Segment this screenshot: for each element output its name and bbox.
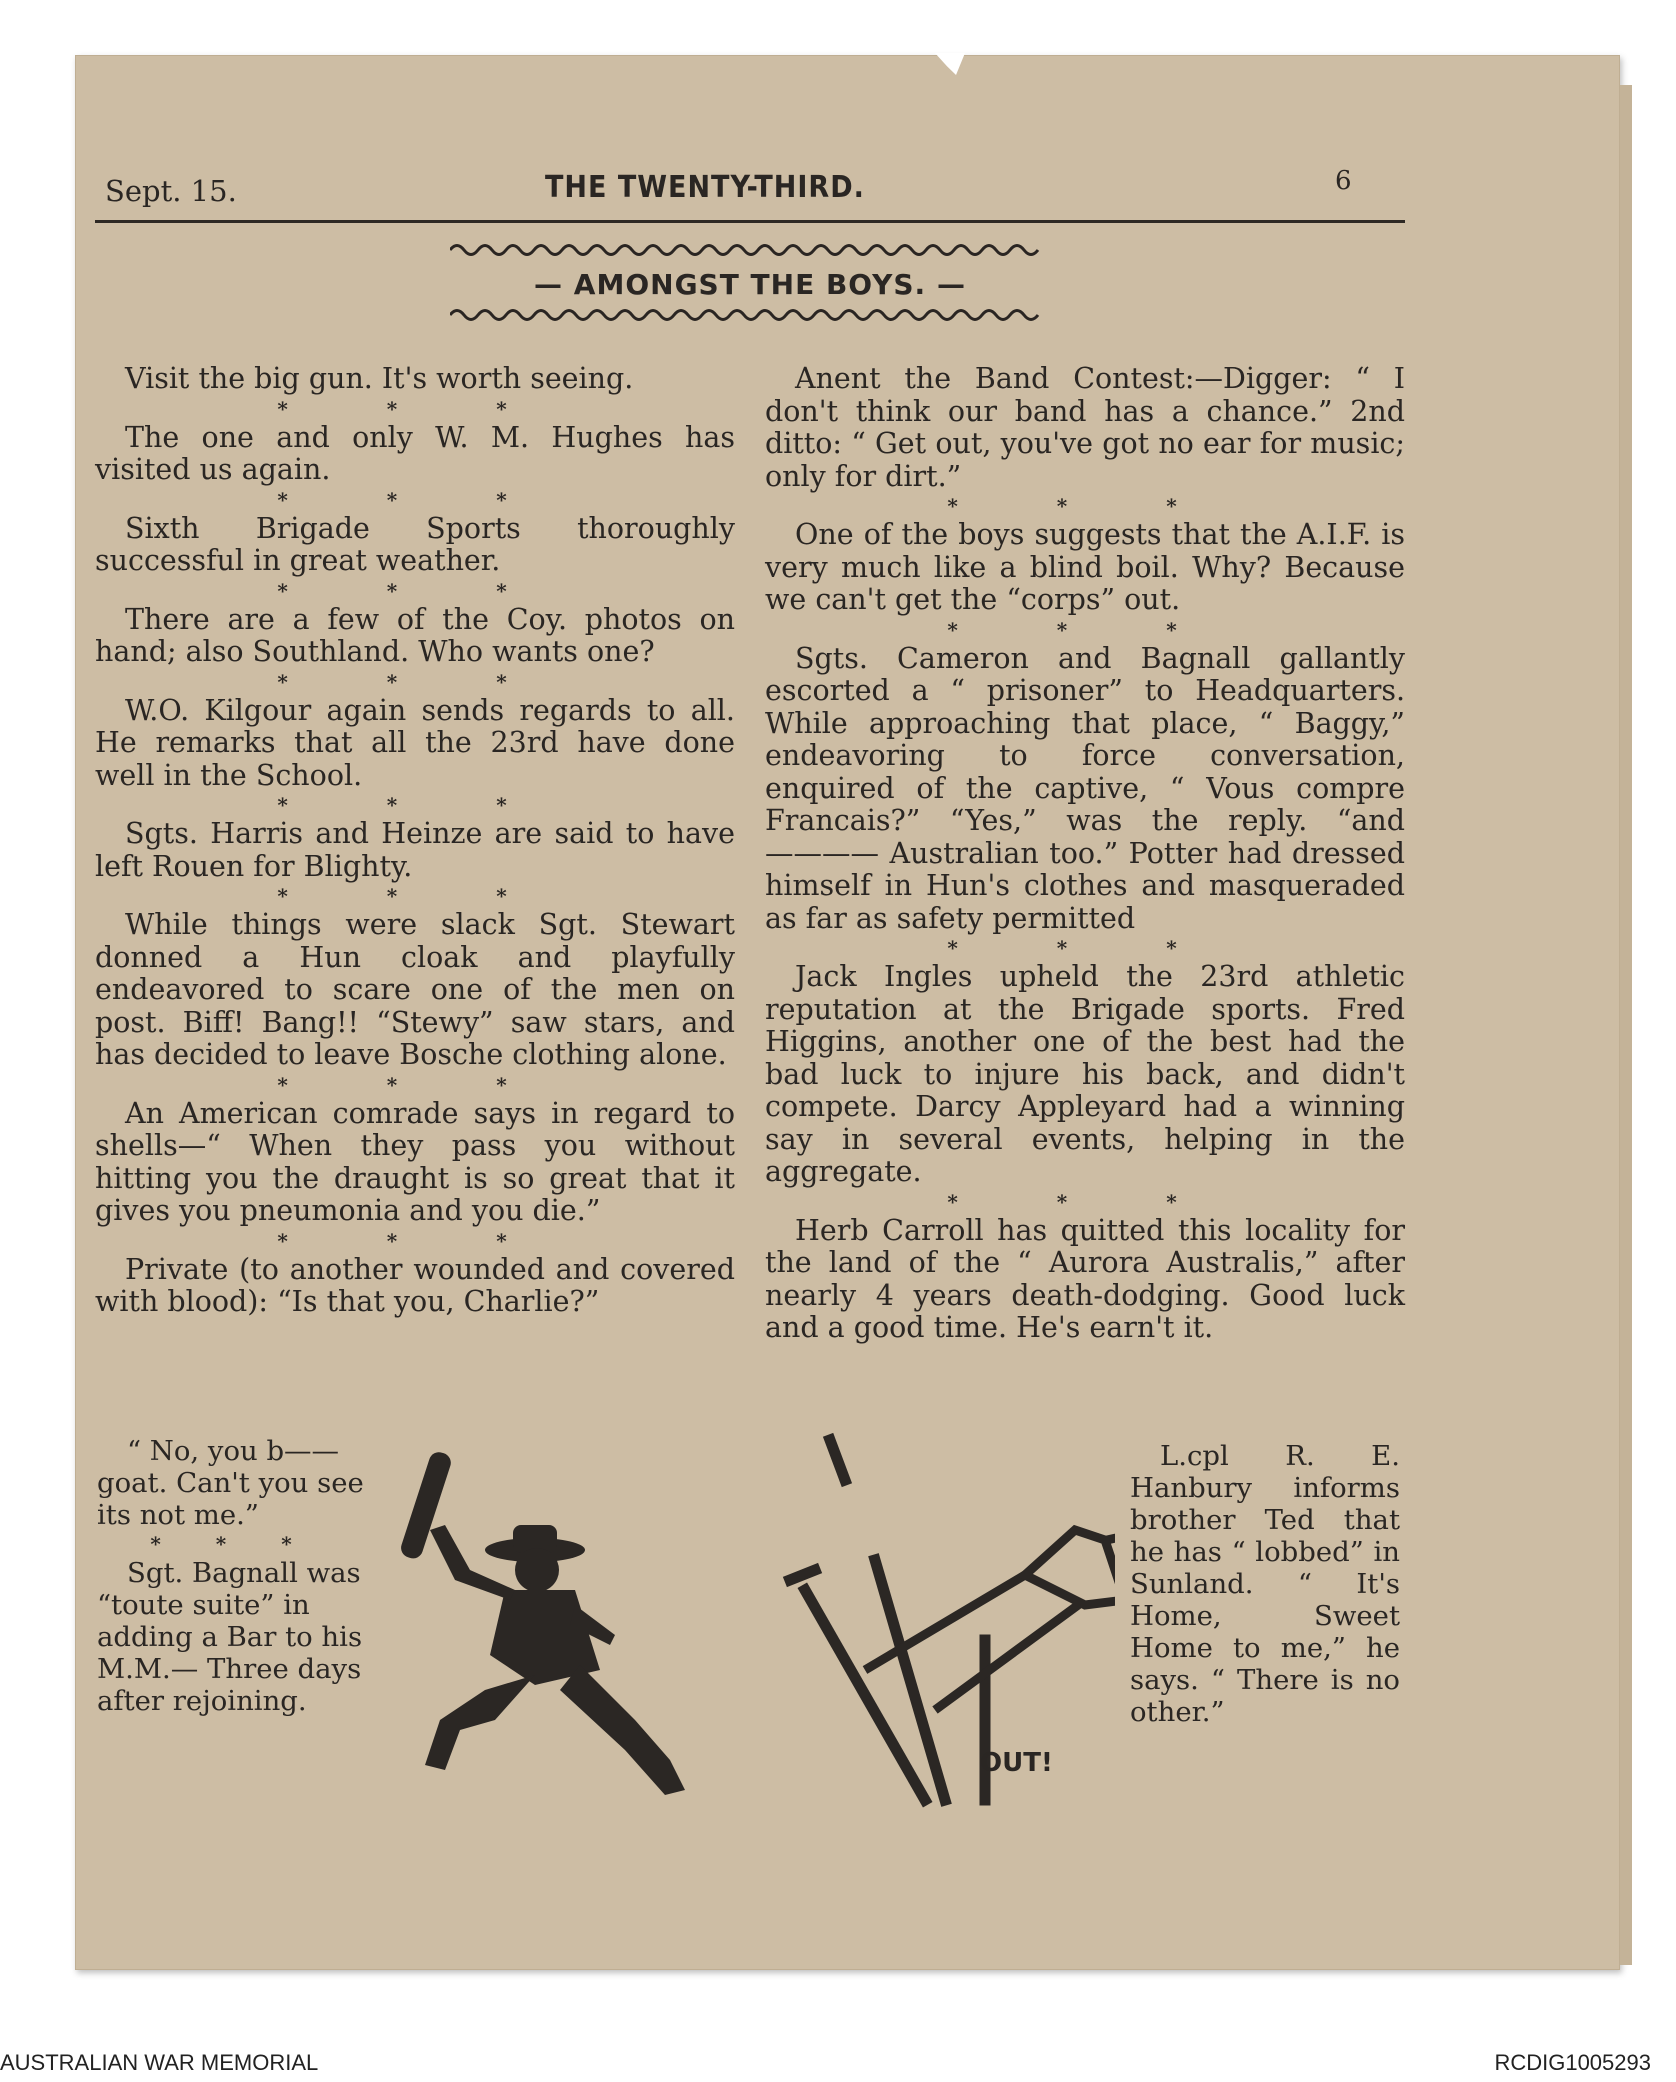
item-blind-boil: One of the boys suggests that the A.I.F. is very much like a blind boil. Why? Because we can't get the “corps” out. xyxy=(765,518,1405,616)
footer-institution: AUSTRALIAN WAR MEMORIAL xyxy=(0,2050,319,2075)
star-separator: * * * xyxy=(277,884,553,908)
item-band-contest: Anent the Band Contest:—Digger: “ I don't think our band has a chance.” 2nd ditto: “ Get out, you've got no ear for music; only for dirt.” xyxy=(765,362,1405,493)
issue-date: Sept. 15. xyxy=(105,174,237,208)
star-separator: * * * xyxy=(277,578,553,603)
item-kilgour: W.O. Kilgour again sends regards to all. He remarks that all the 23rd have done well in the School. xyxy=(95,693,735,792)
wavy-rule-bottom xyxy=(450,305,1040,325)
item-herb-carroll: Herb Carroll has quitted this locality for the land of the “ Aurora Australis,” after nearly 4 years death-dodging. Good luck and a good time. He's earn't it. xyxy=(765,1213,1405,1344)
star-separator: * * * xyxy=(947,1189,1223,1214)
star-separator: * * * xyxy=(277,1228,553,1253)
item-hanbury: L.cpl R. E. Hanbury informs brother Ted that he has “ lobbed” in Sunland. “ It's Home, Sweet Home to me,” he says. “ There is no other.” xyxy=(1130,1440,1400,1728)
page-number: 6 xyxy=(1335,166,1352,196)
star-separator: * * * xyxy=(277,396,553,421)
footer-record-id: RCDIG1005293 xyxy=(1494,2050,1651,2075)
section-title: — AMONGST THE BOYS. — xyxy=(534,268,966,301)
item-coy-photos: There are a few of the Coy. photos on hand; also Southland. Who wants one? xyxy=(95,602,735,668)
item-cameron-bagnall: Sgts. Cameron and Bagnall gallantly escorted a “ prisoner” to Headquarters. While approaching that place, “ Baggy,” endeavoring to force conversation, enquired of the captive, “ Vous compre Francais?” “Yes,” was the reply. “and ———— Australian too.” Potter had dressed himself in Hun's clothes and masqueraded as far as safety permitted xyxy=(765,641,1405,935)
item-stewart: While things were slack Sgt. Stewart donned a Hun cloak and playfully endeavored to scare one of the men on post. Biff! Bang!! “Stewy” saw stars, and has decided to leave Bosche clothing alone. xyxy=(95,908,735,1071)
star-separator: * * * xyxy=(150,1532,316,1556)
left-column xyxy=(95,363,735,1319)
item-private: Private (to another wounded and covered with blood): “Is that you, Charlie?” xyxy=(95,1252,735,1318)
star-separator: * * * xyxy=(277,487,553,512)
star-separator: * * * xyxy=(277,1072,553,1097)
star-separator: * * * xyxy=(947,617,1223,642)
left-bottom-column xyxy=(97,1435,369,1717)
item-brigade-sports: Sixth Brigade Sports thoroughly successful in great weather. xyxy=(95,511,735,577)
star-separator: * * * xyxy=(947,936,1223,960)
right-column xyxy=(765,363,1405,1345)
star-separator: * * * xyxy=(947,494,1223,518)
torn-notch xyxy=(935,53,965,75)
item-jack-ingles: Jack Ingles upheld the 23rd athletic reputation at the Brigade sports. Fred Higgins, another one of the best had the bad luck to injure his back, and didn't compete. Darcy Appleyard had a winning say in several events, helping in the aggregate. xyxy=(765,960,1405,1188)
running-batsman-figure xyxy=(398,1450,685,1795)
wavy-rule-top xyxy=(450,240,1040,260)
item-american-comrade: An American comrade says in regard to shells—“ When they pass you without hitting you the draught is so great that it gives you pneumonia and you die.” xyxy=(95,1096,735,1227)
masthead-title: THE TWENTY-THIRD. xyxy=(545,170,865,205)
header-rule xyxy=(95,220,1405,223)
item-hughes: The one and only W. M. Hughes has visited us again. xyxy=(95,420,735,486)
star-separator: * * * xyxy=(277,669,553,694)
item-goat-reply: “ No, you b—— goat. Can't you see its not me.” xyxy=(97,1435,364,1531)
star-separator: * * * xyxy=(277,793,553,817)
item-big-gun: Visit the big gun. It's worth seeing. xyxy=(125,362,634,395)
item-harris-heinze: Sgts. Harris and Heinze are said to have left Rouen for Blighty. xyxy=(95,817,735,883)
illustration-caption: OUT! xyxy=(980,1748,1053,1778)
item-bagnall-bar: Sgt. Bagnall was “toute suite” in adding a Bar to his M.M.— Three days after rejoining. xyxy=(97,1557,363,1717)
right-bottom-column xyxy=(1130,1440,1400,1728)
